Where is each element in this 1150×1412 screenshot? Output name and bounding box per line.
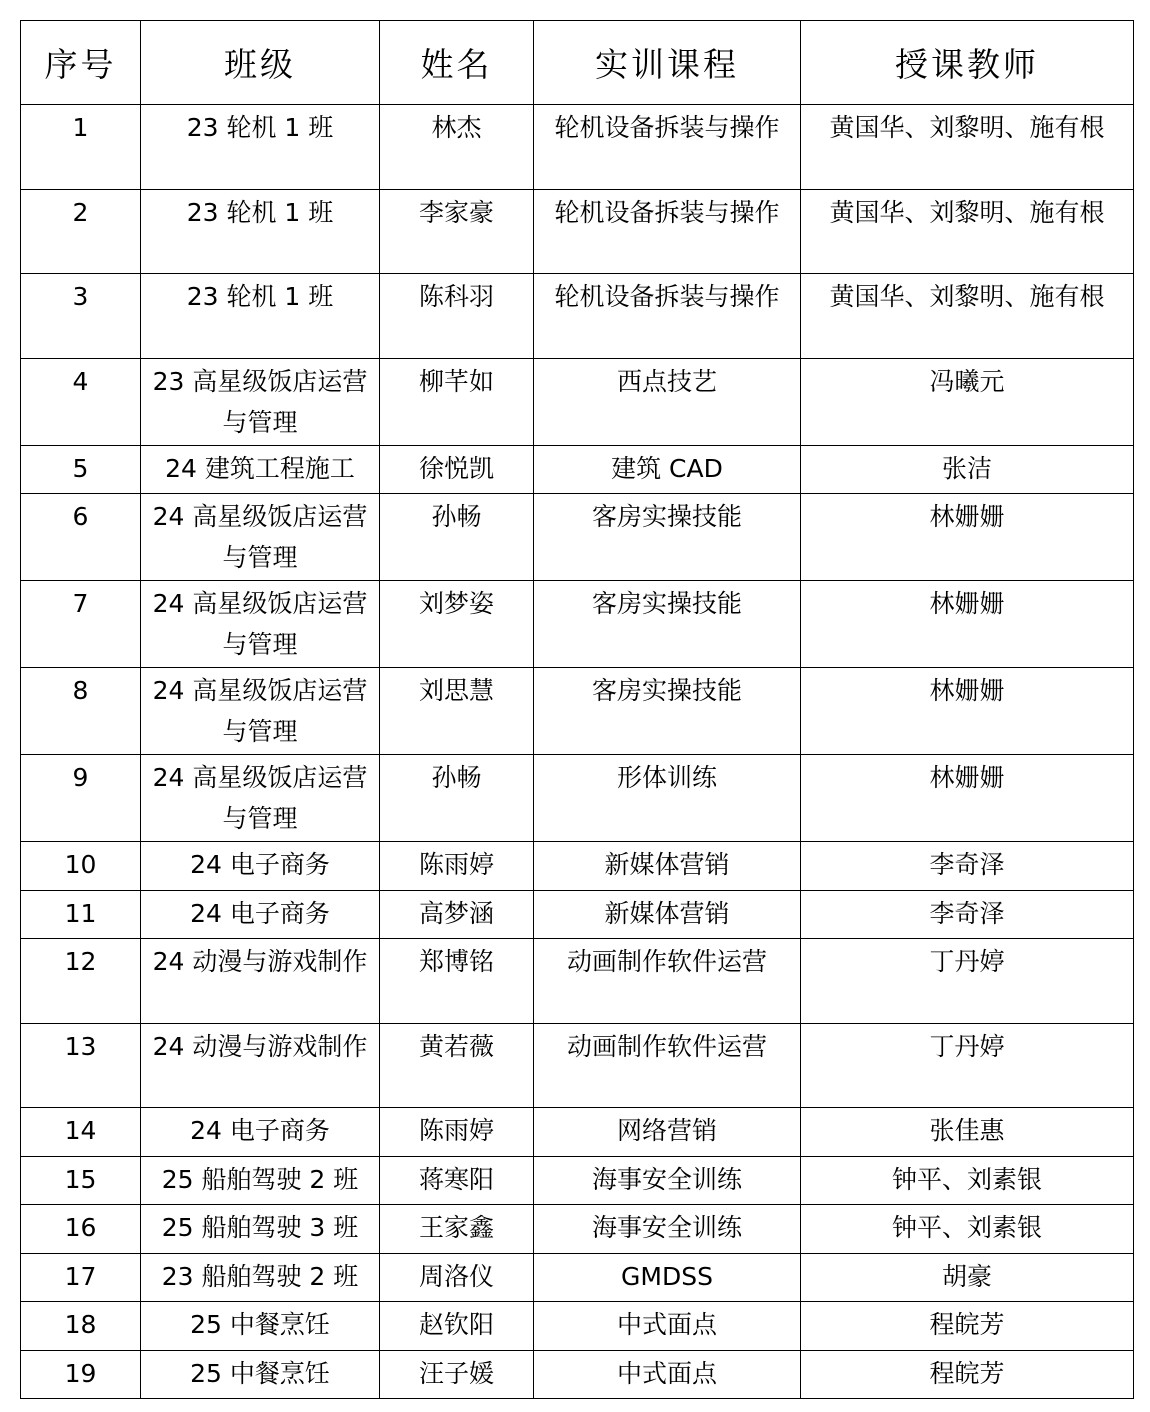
- cell-class: 24 高星级饭店运营与管理: [141, 494, 380, 581]
- cell-teacher: 林姗姗: [801, 668, 1134, 755]
- table-row: [21, 1156, 1134, 1205]
- header-row: [21, 21, 1134, 105]
- cell-name: 刘梦姿: [380, 581, 534, 668]
- cell-class: 24 动漫与游戏制作: [141, 939, 380, 1024]
- cell-class: 25 船舶驾驶 2 班: [141, 1156, 380, 1205]
- training-roster-table: [20, 20, 1134, 1399]
- cell-name: 黄若薇: [380, 1023, 534, 1108]
- cell-name: 孙畅: [380, 494, 534, 581]
- cell-no: 9: [21, 755, 141, 842]
- cell-course: 网络营销: [534, 1108, 801, 1157]
- cell-no: 5: [21, 445, 141, 494]
- cell-no: 8: [21, 668, 141, 755]
- cell-teacher: 黄国华、刘黎明、施有根: [801, 274, 1134, 359]
- cell-course: 新媒体营销: [534, 890, 801, 939]
- cell-no: 4: [21, 358, 141, 445]
- cell-name: 郑博铭: [380, 939, 534, 1024]
- cell-name: 陈雨婷: [380, 842, 534, 891]
- cell-no: 16: [21, 1205, 141, 1254]
- table-row: [21, 445, 1134, 494]
- cell-course: 形体训练: [534, 755, 801, 842]
- cell-no: 3: [21, 274, 141, 359]
- cell-name: 刘思慧: [380, 668, 534, 755]
- cell-course: 新媒体营销: [534, 842, 801, 891]
- cell-class: 24 高星级饭店运营与管理: [141, 668, 380, 755]
- cell-class: 24 高星级饭店运营与管理: [141, 755, 380, 842]
- cell-class: 24 电子商务: [141, 1108, 380, 1157]
- cell-no: 1: [21, 105, 141, 190]
- cell-course: 动画制作软件运营: [534, 939, 801, 1024]
- table-row: [21, 939, 1134, 1024]
- cell-name: 李家豪: [380, 189, 534, 274]
- cell-course: 动画制作软件运营: [534, 1023, 801, 1108]
- table-row: [21, 1205, 1134, 1254]
- cell-no: 15: [21, 1156, 141, 1205]
- cell-course: 轮机设备拆装与操作: [534, 105, 801, 190]
- cell-course: 客房实操技能: [534, 668, 801, 755]
- cell-name: 林杰: [380, 105, 534, 190]
- cell-class: 24 高星级饭店运营与管理: [141, 581, 380, 668]
- table-row: [21, 189, 1134, 274]
- cell-class: 24 电子商务: [141, 842, 380, 891]
- cell-teacher: 黄国华、刘黎明、施有根: [801, 105, 1134, 190]
- cell-name: 徐悦凯: [380, 445, 534, 494]
- cell-teacher: 冯曦元: [801, 358, 1134, 445]
- cell-course: GMDSS: [534, 1253, 801, 1302]
- header-no: 序号: [21, 21, 141, 105]
- table-row: [21, 358, 1134, 445]
- cell-teacher: 丁丹婷: [801, 939, 1134, 1024]
- cell-no: 7: [21, 581, 141, 668]
- cell-class: 25 中餐烹饪: [141, 1350, 380, 1399]
- cell-teacher: 程皖芳: [801, 1350, 1134, 1399]
- cell-no: 18: [21, 1302, 141, 1351]
- header-class: 班级: [141, 21, 380, 105]
- cell-no: 2: [21, 189, 141, 274]
- cell-no: 11: [21, 890, 141, 939]
- table-row: [21, 842, 1134, 891]
- cell-no: 6: [21, 494, 141, 581]
- header-teacher: 授课教师: [801, 21, 1134, 105]
- cell-name: 孙畅: [380, 755, 534, 842]
- cell-no: 10: [21, 842, 141, 891]
- cell-class: 24 电子商务: [141, 890, 380, 939]
- cell-class: 23 高星级饭店运营与管理: [141, 358, 380, 445]
- training-table-container: [20, 20, 1134, 1399]
- cell-class: 23 轮机 1 班: [141, 274, 380, 359]
- cell-course: 西点技艺: [534, 358, 801, 445]
- cell-teacher: 胡豪: [801, 1253, 1134, 1302]
- cell-course: 海事安全训练: [534, 1205, 801, 1254]
- cell-course: 中式面点: [534, 1350, 801, 1399]
- cell-class: 25 船舶驾驶 3 班: [141, 1205, 380, 1254]
- table-row: [21, 1108, 1134, 1157]
- table-row: [21, 668, 1134, 755]
- cell-class: 23 船舶驾驶 2 班: [141, 1253, 380, 1302]
- cell-teacher: 钟平、刘素银: [801, 1156, 1134, 1205]
- cell-no: 17: [21, 1253, 141, 1302]
- cell-teacher: 林姗姗: [801, 494, 1134, 581]
- cell-class: 23 轮机 1 班: [141, 189, 380, 274]
- table-row: [21, 1023, 1134, 1108]
- cell-teacher: 钟平、刘素银: [801, 1205, 1134, 1254]
- cell-teacher: 张佳惠: [801, 1108, 1134, 1157]
- cell-teacher: 李奇泽: [801, 890, 1134, 939]
- cell-teacher: 林姗姗: [801, 581, 1134, 668]
- cell-teacher: 黄国华、刘黎明、施有根: [801, 189, 1134, 274]
- cell-course: 客房实操技能: [534, 494, 801, 581]
- cell-name: 柳芊如: [380, 358, 534, 445]
- table-row: [21, 890, 1134, 939]
- table-row: [21, 581, 1134, 668]
- cell-teacher: 林姗姗: [801, 755, 1134, 842]
- cell-name: 高梦涵: [380, 890, 534, 939]
- cell-teacher: 丁丹婷: [801, 1023, 1134, 1108]
- table-row: [21, 755, 1134, 842]
- cell-name: 王家鑫: [380, 1205, 534, 1254]
- cell-course: 轮机设备拆装与操作: [534, 274, 801, 359]
- cell-no: 12: [21, 939, 141, 1024]
- cell-teacher: 李奇泽: [801, 842, 1134, 891]
- cell-no: 19: [21, 1350, 141, 1399]
- cell-name: 汪子媛: [380, 1350, 534, 1399]
- cell-class: 23 轮机 1 班: [141, 105, 380, 190]
- table-row: [21, 274, 1134, 359]
- cell-class: 24 动漫与游戏制作: [141, 1023, 380, 1108]
- cell-course: 海事安全训练: [534, 1156, 801, 1205]
- cell-no: 14: [21, 1108, 141, 1157]
- cell-course: 客房实操技能: [534, 581, 801, 668]
- table-row: [21, 494, 1134, 581]
- cell-name: 蒋寒阳: [380, 1156, 534, 1205]
- cell-name: 陈科羽: [380, 274, 534, 359]
- table-row: [21, 1302, 1134, 1351]
- cell-teacher: 张洁: [801, 445, 1134, 494]
- cell-name: 周洛仪: [380, 1253, 534, 1302]
- table-row: [21, 1350, 1134, 1399]
- cell-class: 24 建筑工程施工: [141, 445, 380, 494]
- cell-course: 轮机设备拆装与操作: [534, 189, 801, 274]
- cell-course: 中式面点: [534, 1302, 801, 1351]
- table-row: [21, 105, 1134, 190]
- cell-course: 建筑 CAD: [534, 445, 801, 494]
- header-name: 姓名: [380, 21, 534, 105]
- cell-name: 陈雨婷: [380, 1108, 534, 1157]
- table-row: [21, 1253, 1134, 1302]
- cell-teacher: 程皖芳: [801, 1302, 1134, 1351]
- cell-no: 13: [21, 1023, 141, 1108]
- cell-class: 25 中餐烹饪: [141, 1302, 380, 1351]
- cell-name: 赵钦阳: [380, 1302, 534, 1351]
- header-course: 实训课程: [534, 21, 801, 105]
